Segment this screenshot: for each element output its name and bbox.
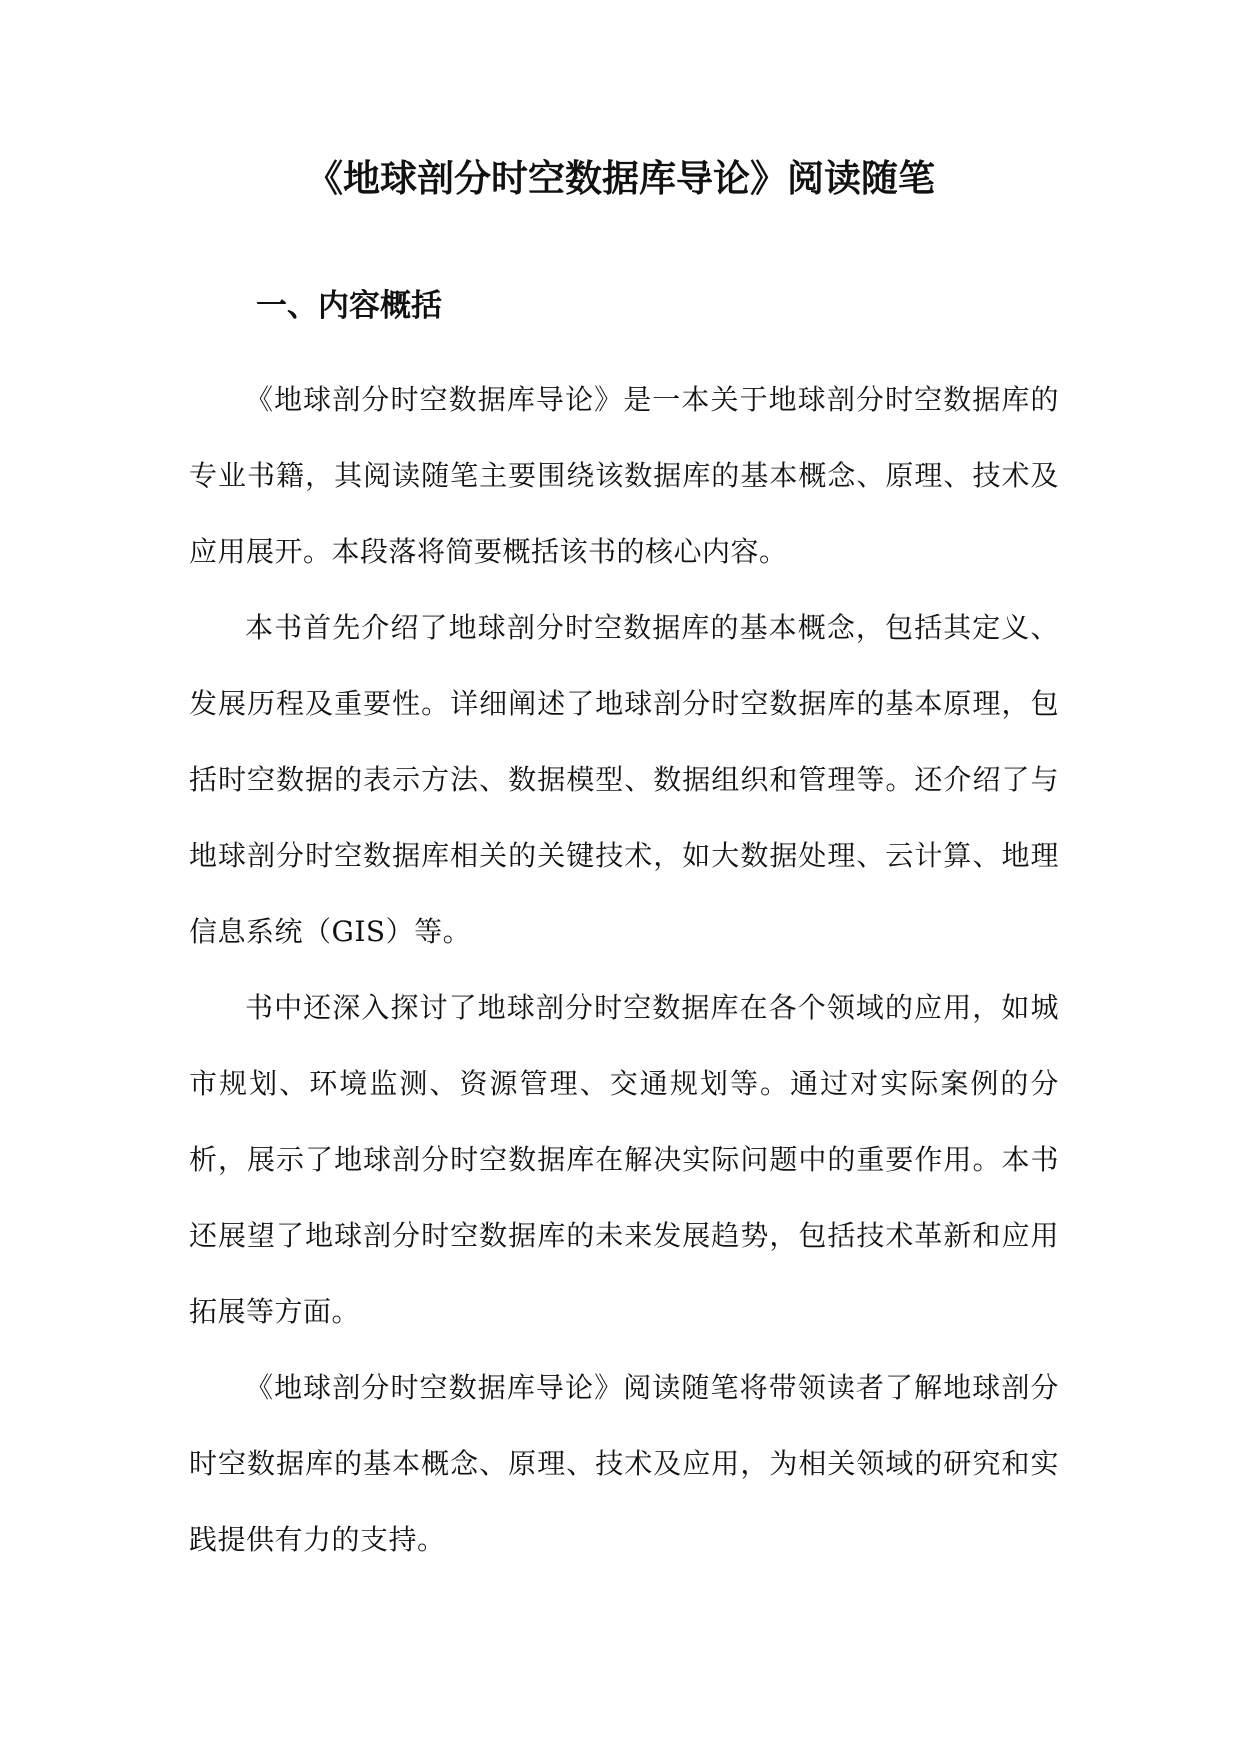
paragraph-2: 本书首先介绍了地球剖分时空数据库的基本概念，包括其定义、发展历程及重要性。详细阐述了地球剖分时空数据库的基本原理，包括时空数据的表示方法、数据模型、数据组织和管理等。还介绍了与地球剖分时空数据库相关的关键技术，如大数据处理、云计算、地理信息系统（GIS）等。 [189, 611, 1059, 948]
paragraph-3: 书中还深入探讨了地球剖分时空数据库在各个领域的应用，如城市规划、环境监测、资源管理、交通规划等。通过对实际案例的分析，展示了地球剖分时空数据库在解决实际问题中的重要作用。本书还展望了地球剖分时空数据库的未来发展趋势，包括技术革新和应用拓展等方面。 [189, 991, 1059, 1328]
paragraph-4: 《地球剖分时空数据库导论》阅读随笔将带领读者了解地球剖分时空数据库的基本概念、原理、技术及应用，为相关领域的研究和实践提供有力的支持。 [189, 1371, 1059, 1556]
section-heading: 一、内容概括 [256, 288, 442, 324]
document-body [189, 362, 1059, 1578]
document-title: 《地球剖分时空数据库导论》阅读随笔 [306, 156, 935, 200]
paragraph-1: 《地球剖分时空数据库导论》是一本关于地球剖分时空数据库的专业书籍，其阅读随笔主要围绕该数据库的基本概念、原理、技术及应用展开。本段落将简要概括该书的核心内容。 [189, 383, 1059, 568]
